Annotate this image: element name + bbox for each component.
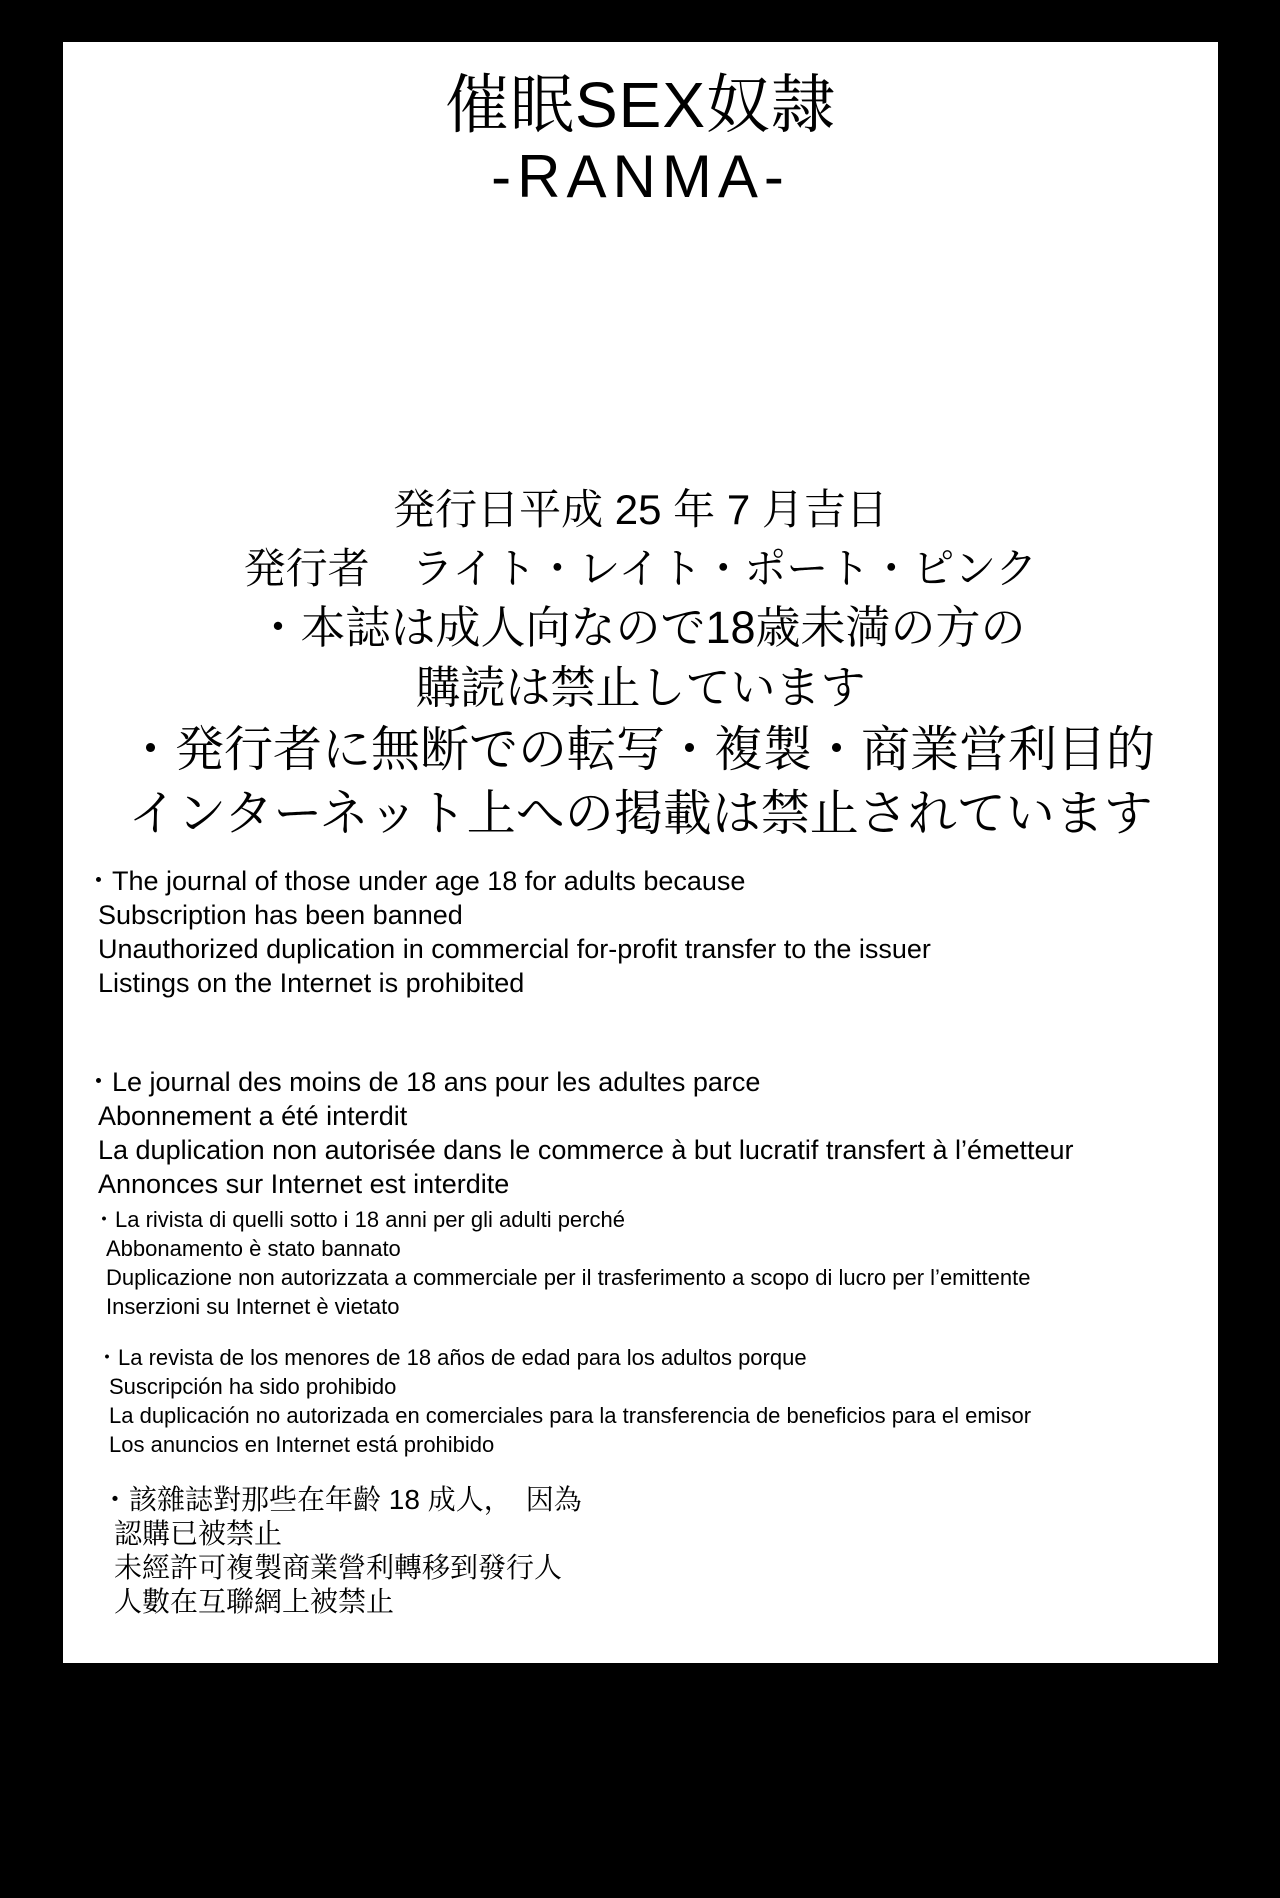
publication-info-japanese xyxy=(63,480,1218,846)
notice-italian-line-4: Inserzioni su Internet è vietato xyxy=(106,1294,400,1319)
notice-chinese xyxy=(101,1483,582,1619)
doujin-subtitle: -RANMA- xyxy=(491,143,790,210)
age-restriction-line-2: 購読は禁止しています xyxy=(415,662,866,713)
notice-chinese-line-1: ・該雜誌對那些在年齡 18 成人， 因為 xyxy=(101,1484,582,1515)
publication-date-line: 発行日平成 25 年 7 月吉日 xyxy=(393,486,888,533)
notice-italian-line-2: Abbonamento è stato bannato xyxy=(106,1236,401,1261)
publisher-line: 発行者 ライト・レイト・ポート・ピンク xyxy=(243,545,1038,592)
notice-english-line-3: Unauthorized duplication in commercial for-profit transfer to the issuer xyxy=(98,934,931,964)
notice-chinese-line-2: 認購已被禁止 xyxy=(114,1518,283,1549)
notice-spanish xyxy=(96,1343,1031,1459)
doujin-title: 催眠SEX奴隷 xyxy=(444,69,837,141)
notice-french-line-2: Abonnement a été interdit xyxy=(98,1101,408,1131)
copyright-line-1: ・発行者に無断での転写・複製・商業営利目的 xyxy=(125,723,1155,777)
notice-spanish-line-3: La duplicación no autorizada en comerciales para la transferencia de beneficios para el emisor xyxy=(109,1403,1032,1428)
title-block xyxy=(63,68,1218,212)
notice-chinese-line-4: 人數在互聯網上被禁止 xyxy=(114,1586,395,1617)
notice-chinese-line-3: 未經許可複製商業營利轉移到發行人 xyxy=(114,1552,563,1583)
notice-spanish-line-4: Los anuncios en Internet está prohibido xyxy=(109,1432,495,1457)
notice-french xyxy=(85,1065,1074,1201)
notice-italian xyxy=(93,1205,1030,1321)
colophon-page xyxy=(63,42,1218,1663)
notice-english-line-1: ・The journal of those under age 18 for adults because xyxy=(85,866,746,896)
notice-italian-line-1: ・La rivista di quelli sotto i 18 anni per gli adulti perché xyxy=(93,1207,625,1232)
notice-french-line-4: Annonces sur Internet est interdite xyxy=(98,1169,510,1199)
notice-french-line-3: La duplication non autorisée dans le commerce à but lucratif transfert à l’émetteur xyxy=(98,1135,1074,1165)
notice-spanish-line-1: ・La revista de los menores de 18 años de edad para los adultos porque xyxy=(96,1345,807,1370)
copyright-line-2: インターネット上への掲載は禁止されています xyxy=(128,787,1153,841)
notice-english-line-2: Subscription has been banned xyxy=(98,900,463,930)
notice-french-line-1: ・Le journal des moins de 18 ans pour les adultes parce xyxy=(85,1067,761,1097)
notice-english-line-4: Listings on the Internet is prohibited xyxy=(98,968,525,998)
notice-italian-line-3: Duplicazione non autorizzata a commerciale per il trasferimento a scopo di lucro per l’emittente xyxy=(106,1265,1031,1290)
notice-spanish-line-2: Suscripción ha sido prohibido xyxy=(109,1374,397,1399)
age-restriction-line-1: ・本誌は成人向なので18歳未満の方の xyxy=(255,602,1026,653)
notice-english xyxy=(85,864,931,1000)
